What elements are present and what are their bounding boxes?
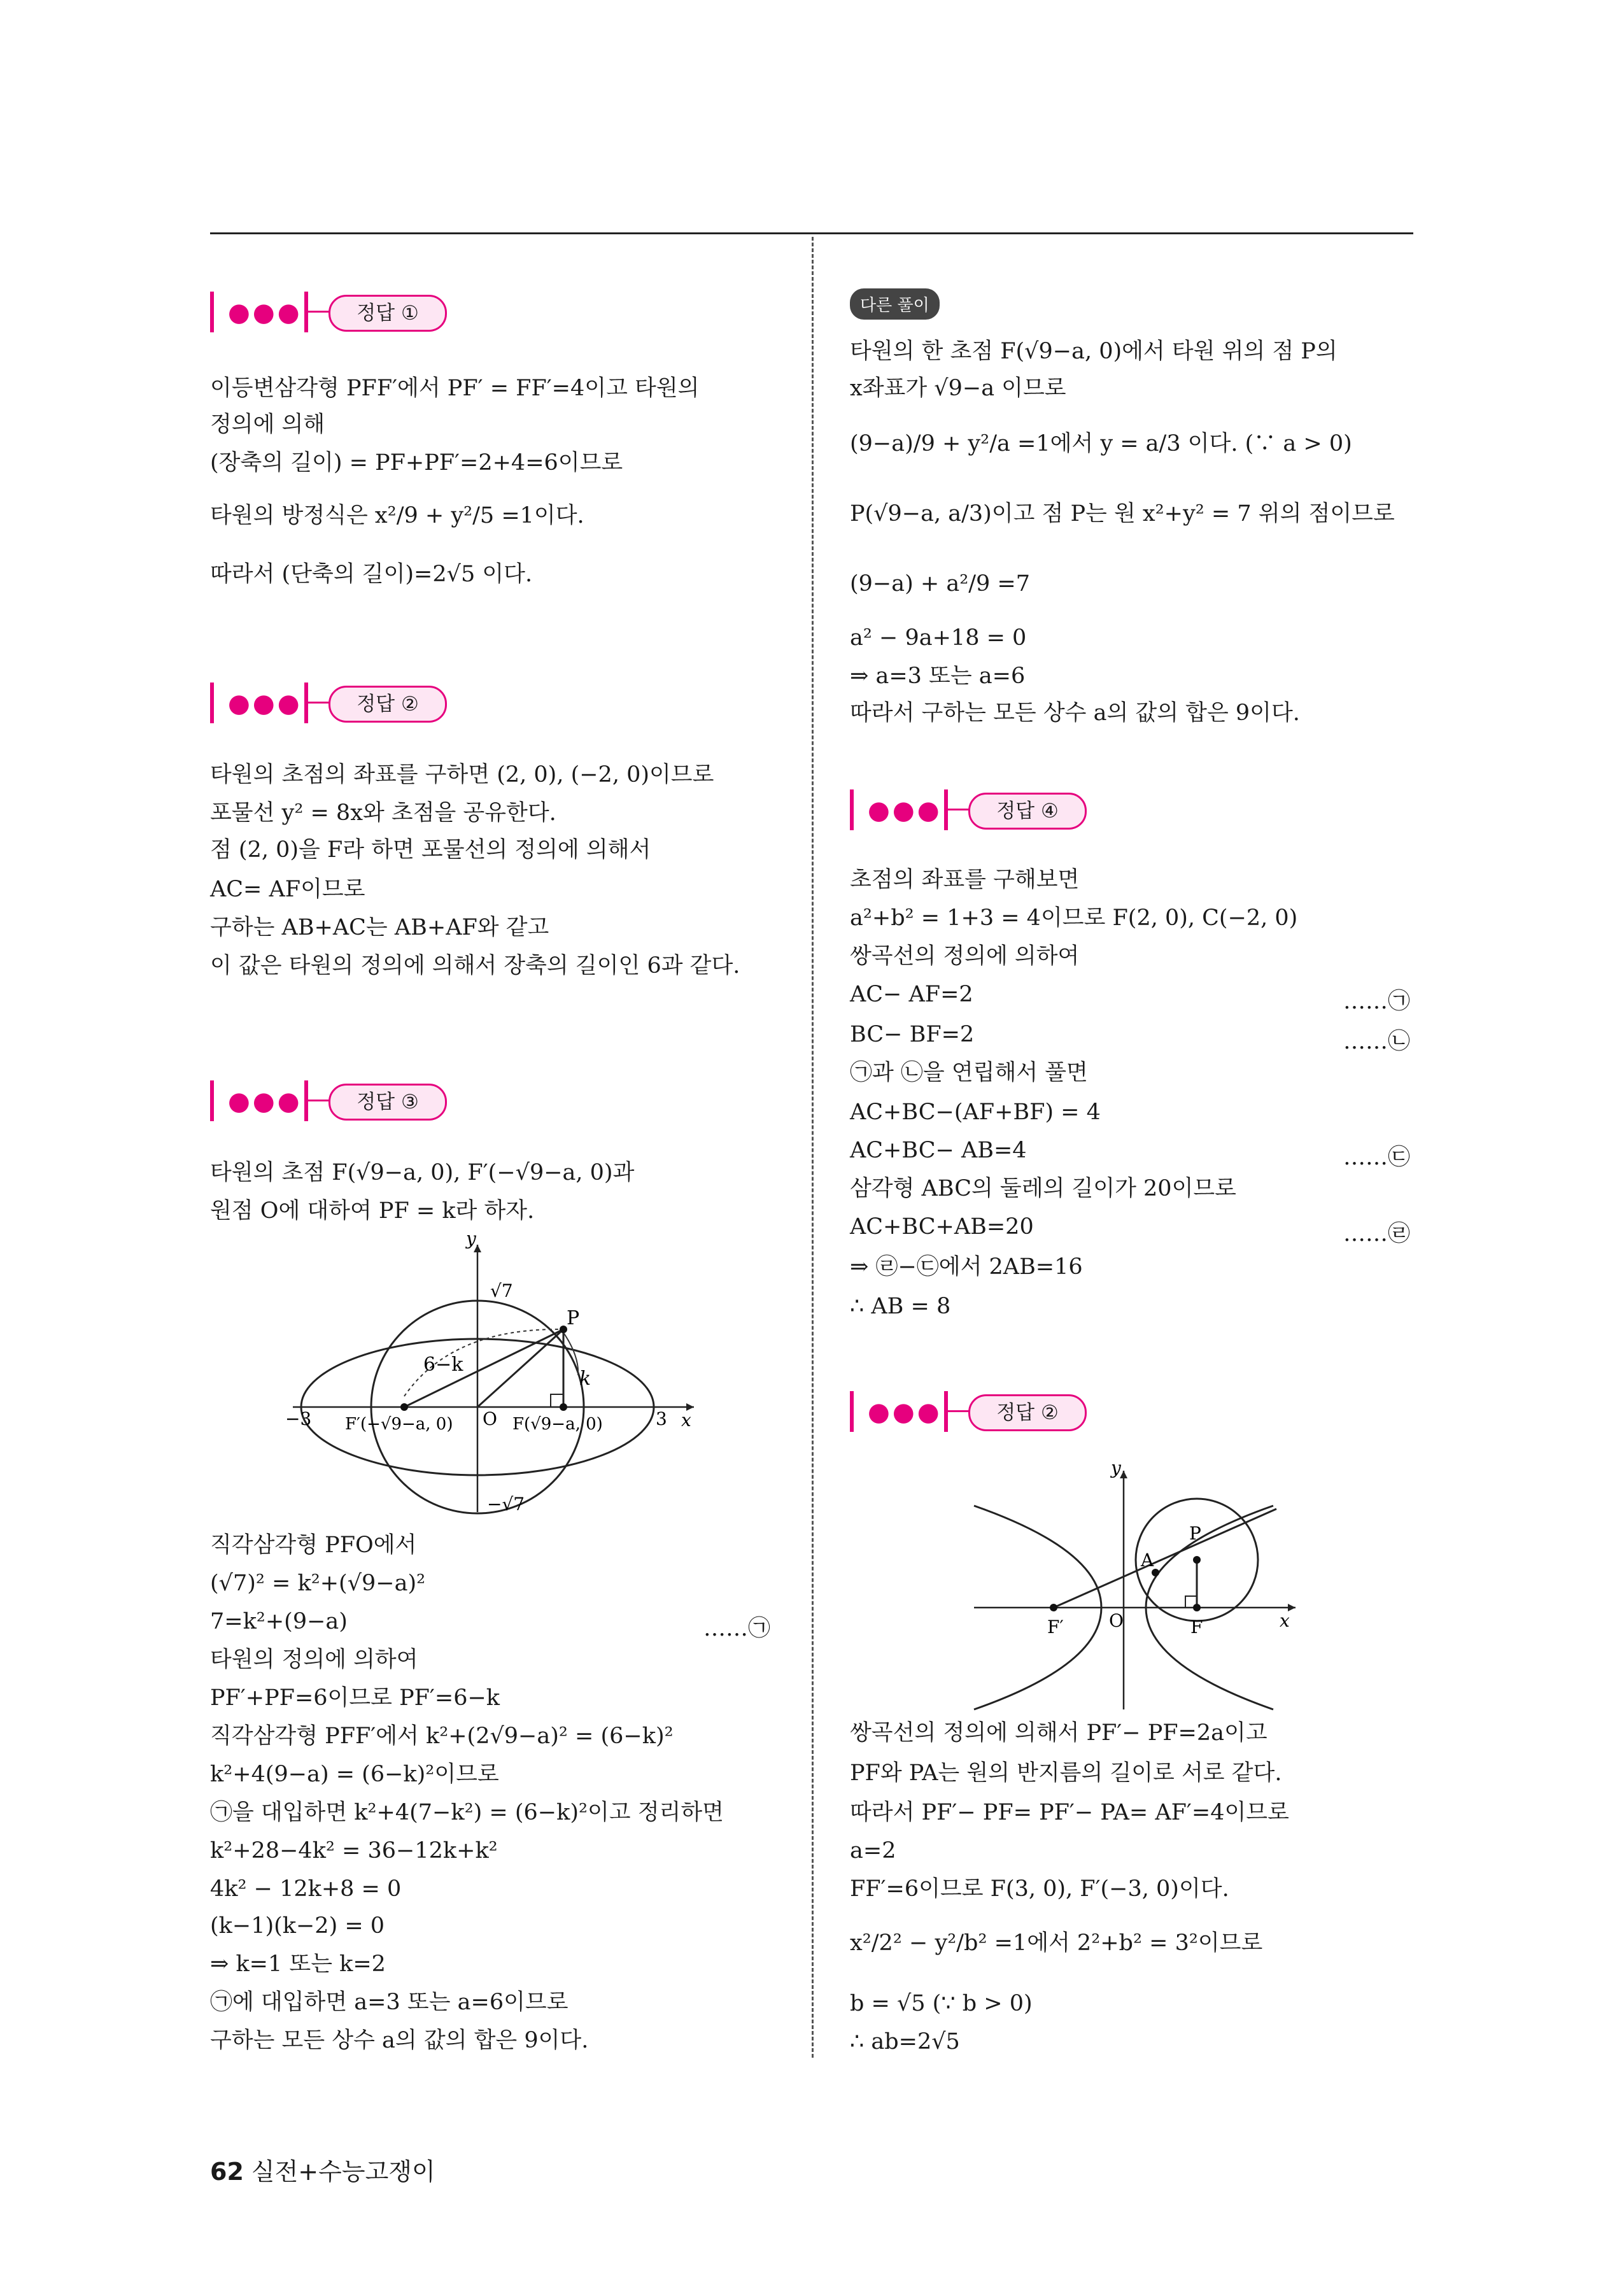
F-label: F(√9−a, 0) (512, 1415, 603, 1434)
solution-line: 따라서 구하는 모든 상수 a의 값의 합은 9이다. (850, 700, 1300, 726)
solution-line: AC+BC−(AF+BF) = 4 (850, 1100, 1101, 1125)
badge-dots-icon: ●●● (228, 689, 302, 718)
solution-line: 정의에 의해 (210, 412, 325, 437)
six-minus-k-label: 6−k (423, 1354, 463, 1376)
solution-line: 7=k²+(9−a) (210, 1609, 348, 1634)
solution-line: ⇒ a=3 또는 a=6 (850, 663, 1026, 689)
column-divider (812, 237, 814, 2058)
solution-line: FF′=6이므로 F(3, 0), F′(−3, 0)이다. (850, 1876, 1229, 1902)
solution-line: a=2 (850, 1838, 896, 1864)
k-label: k (579, 1368, 591, 1390)
solution-line: k²+28−4k² = 36−12k+k² (210, 1838, 498, 1864)
page-footer (210, 2152, 435, 2187)
x-label: x (1280, 1610, 1290, 1631)
hyperbola-circle-figure (968, 1458, 1305, 1725)
solution-line: k²+4(9−a) = (6−k)²이므로 (210, 1762, 499, 1787)
point-Fprime (1050, 1604, 1057, 1611)
solution-line: ㉠을 대입하면 k²+4(7−k²) = (6−k)²이고 정리하면 (210, 1800, 724, 1825)
F-label: F (1190, 1617, 1203, 1638)
solution-line: 구하는 모든 상수 a의 값의 합은 9이다. (210, 2028, 589, 2053)
solution-line: (9−a) + a²/9 =7 (850, 571, 1031, 597)
badge-bar (210, 292, 214, 332)
solution-line: AC− AF=2 (850, 982, 973, 1007)
solution-line: AC= AF이므로 (210, 877, 365, 902)
badge-connector (304, 702, 330, 704)
equation-marker: ……㉠ (1343, 989, 1411, 1014)
solution-line: 이 값은 타원의 정의에 의해서 장축의 길이인 6과 같다. (210, 953, 740, 979)
solution-line: x²/2² − y²/b² =1에서 2²+b² = 3²이므로 (850, 1930, 1263, 1956)
solution-line: 타원의 초점의 좌표를 구하면 (2, 0), (−2, 0)이므로 (210, 762, 714, 788)
badge-bar (850, 789, 854, 830)
solution-line: (9−a)/9 + y²/a =1에서 y = a/3 이다. (∵ a > 0) (850, 431, 1352, 456)
equation-marker: ……㉠ (703, 1616, 771, 1641)
solution-line: 삼각형 ABC의 둘레의 길이가 20이므로 (850, 1176, 1236, 1201)
page-number: 62 (210, 2158, 244, 2186)
solution-line: (장축의 길이) = PF+PF′=2+4=6이므로 (210, 450, 623, 476)
badge-bar (850, 1391, 854, 1432)
solution-line: ⇒ k=1 또는 k=2 (210, 1951, 386, 1977)
y-label: y (466, 1232, 476, 1249)
solution-line: ㉠과 ㉡을 연립해서 풀면 (850, 1060, 1088, 1086)
answer-label: 정답 ② (328, 686, 447, 723)
point-F (1193, 1604, 1201, 1611)
answer-label: 정답 ③ (328, 1084, 447, 1121)
equation-marker: ……㉡ (1343, 1029, 1411, 1054)
sqrt7-label: √7 (490, 1280, 513, 1301)
badge-connector (944, 809, 970, 810)
solution-line: 포물선 y² = 8x와 초점을 공유한다. (210, 800, 556, 826)
badge-connector (304, 311, 330, 313)
point-F (560, 1403, 567, 1411)
equation-marker: ……㉢ (1343, 1145, 1411, 1170)
P-label: P (1189, 1523, 1201, 1544)
Fprime-label: F′ (1047, 1617, 1064, 1638)
solution-line: 이등변삼각형 PFF′에서 PF′ = FF′=4이고 타원의 (210, 376, 700, 401)
solution-line: 직각삼각형 PFF′에서 k²+(2√9−a)² = (6−k)² (210, 1723, 674, 1749)
solution-line: 4k² − 12k+8 = 0 (210, 1876, 402, 1902)
solution-line: 원점 O에 대하여 PF = k라 하자. (210, 1198, 535, 1224)
solution-line: a² − 9a+18 = 0 (850, 625, 1027, 651)
solution-line: ⇒ ㉣−㉢에서 2AB=16 (850, 1254, 1083, 1280)
line-Fprime-P (1054, 1509, 1276, 1608)
answer-label: 정답 ① (328, 295, 447, 332)
y-label: y (1111, 1458, 1121, 1478)
badge-connector (304, 1100, 330, 1101)
equation-marker: ……㉣ (1343, 1221, 1411, 1247)
A-label: A (1141, 1550, 1154, 1571)
solution-line: x좌표가 √9−a 이므로 (850, 376, 1066, 401)
three-label: 3 (656, 1408, 667, 1429)
solution-line: 직각삼각형 PFO에서 (210, 1532, 417, 1558)
point-Fprime (400, 1403, 408, 1411)
solution-line: ∴ AB = 8 (850, 1294, 951, 1319)
P-label: P (567, 1307, 580, 1329)
minus3-label: −3 (285, 1408, 312, 1429)
solution-line: AC+BC+AB=20 (850, 1214, 1034, 1240)
solution-line: 쌍곡선의 정의에 의하여 (850, 944, 1080, 969)
solution-line: 타원의 정의에 의하여 (210, 1647, 418, 1673)
solution-line: PF와 PA는 원의 반지름의 길이로 서로 같다. (850, 1760, 1282, 1786)
solution-line: (k−1)(k−2) = 0 (210, 1913, 385, 1939)
solution-line: AC+BC− AB=4 (850, 1138, 1027, 1163)
solution-line: ∴ ab=2√5 (850, 2029, 960, 2055)
solution-line: 타원의 한 초점 F(√9−a, 0)에서 타원 위의 점 P의 (850, 339, 1338, 364)
ellipse-circle-figure (280, 1232, 713, 1518)
x-label: x (681, 1410, 691, 1431)
point-P (1193, 1556, 1201, 1564)
solution-line: a²+b² = 1+3 = 4이므로 F(2, 0), C(−2, 0) (850, 905, 1298, 931)
badge-connector (944, 1410, 970, 1412)
solution-line: BC− BF=2 (850, 1022, 975, 1047)
badge-dots-icon: ●●● (868, 1397, 942, 1427)
solution-line: 점 (2, 0)을 F라 하면 포물선의 정의에 의해서 (210, 837, 651, 863)
top-rule (210, 232, 1413, 234)
solution-line: 초점의 좌표를 구해보면 (850, 867, 1080, 893)
badge-bar (210, 683, 214, 723)
solution-line: ㉠에 대입하면 a=3 또는 a=6이므로 (210, 1990, 568, 2015)
answer-label: 정답 ② (968, 1394, 1087, 1431)
origin-label: O (483, 1408, 497, 1429)
solution-line: (√7)² = k²+(√9−a)² (210, 1571, 426, 1596)
solution-line: P(√9−a, a/3)이고 점 P는 원 x²+y² = 7 위의 점이므로 (850, 501, 1395, 527)
solution-line: 타원의 방정식은 x²/9 + y²/5 =1이다. (210, 503, 584, 528)
solution-line: 타원의 초점 F(√9−a, 0), F′(−√9−a, 0)과 (210, 1160, 635, 1185)
solution-line: 구하는 AB+AC는 AB+AF와 같고 (210, 915, 549, 940)
neg-sqrt7-label: −√7 (487, 1494, 525, 1515)
solution-line: PF′+PF=6이므로 PF′=6−k (210, 1685, 500, 1711)
solution-line: 따라서 PF′− PF= PF′− PA= AF′=4이므로 (850, 1800, 1289, 1825)
badge-dots-icon: ●●● (228, 298, 302, 327)
solution-line: 따라서 (단축의 길이)=2√5 이다. (210, 562, 533, 587)
alt-solution-badge: 다른 풀이 (850, 288, 940, 320)
answer-label: 정답 ④ (968, 793, 1087, 830)
badge-dots-icon: ●●● (228, 1087, 302, 1116)
book-title: 실전+수능고쟁이 (251, 2158, 435, 2186)
Fprime-label: F′(−√9−a, 0) (345, 1415, 453, 1434)
origin-label: O (1109, 1610, 1124, 1631)
badge-dots-icon: ●●● (868, 796, 942, 825)
solution-line: 쌍곡선의 정의에 의해서 PF′− PF=2a이고 (850, 1720, 1267, 1746)
badge-bar (210, 1080, 214, 1121)
solution-line: b = √5 (∵ b > 0) (850, 1991, 1033, 2016)
